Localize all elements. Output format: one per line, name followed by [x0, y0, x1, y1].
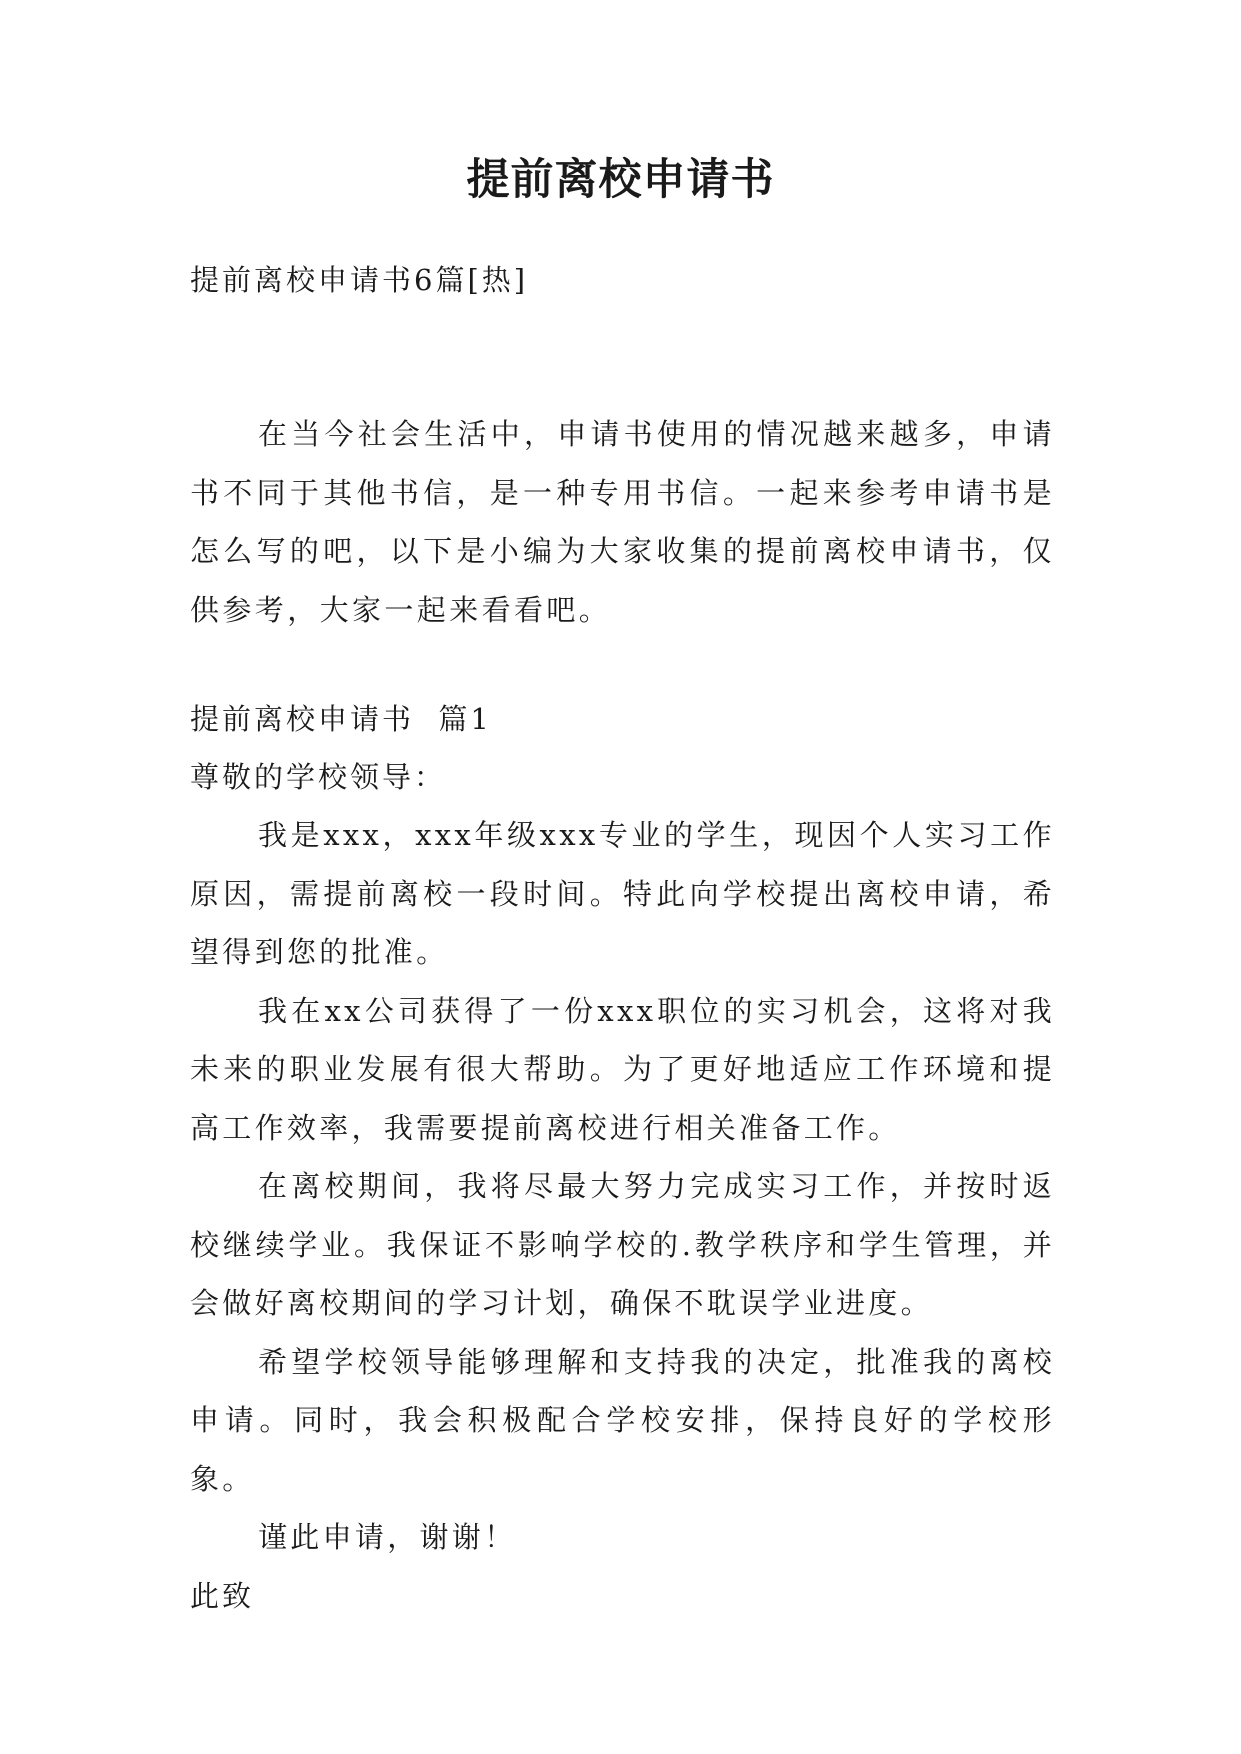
closing-text: 此致	[190, 1578, 255, 1613]
body-paragraph: 我在xx公司获得了一份xxx职位的实习机会，这将对我未来的职业发展有很大帮助。为了更好地适应工作环境和提高工作效率，我需要提前离校进行相关准备工作。	[190, 993, 1055, 1145]
document-subtitle: 提前离校申请书6篇[热]	[190, 263, 529, 297]
article-section	[190, 690, 1055, 1625]
body-paragraph: 希望学校领导能够理解和支持我的决定，批准我的离校申请。同时，我会积极配合学校安排，保持良好的学校形象。	[190, 1344, 1055, 1496]
body-paragraph: 在离校期间，我将尽最大努力完成实习工作，并按时返校继续学业。我保证不影响学校的.教学秩序和学生管理，并会做好离校期间的学习计划，确保不耽误学业进度。	[190, 1169, 1055, 1320]
salutation: 尊敬的学校领导：	[190, 760, 447, 794]
document-title: 提前离校申请书	[466, 155, 775, 205]
body-paragraph: 我是xxx，xxx年级xxx专业的学生，现因个人实习工作原因，需提前离校一段时间。特此向学校提出离校申请，希望得到您的批准。	[190, 818, 1055, 969]
body-paragraph: 谨此申请，谢谢！	[258, 1520, 517, 1554]
intro-paragraph: 在当今社会生活中，申请书使用的情况越来越多，申请书不同于其他书信，是一种专用书信。一起来参考申请书是怎么写的吧，以下是小编为大家收集的提前离校申请书，仅供参考，大家一起来看看吧。	[190, 417, 1055, 627]
article-heading: 提前离校申请书 篇1	[190, 702, 492, 736]
